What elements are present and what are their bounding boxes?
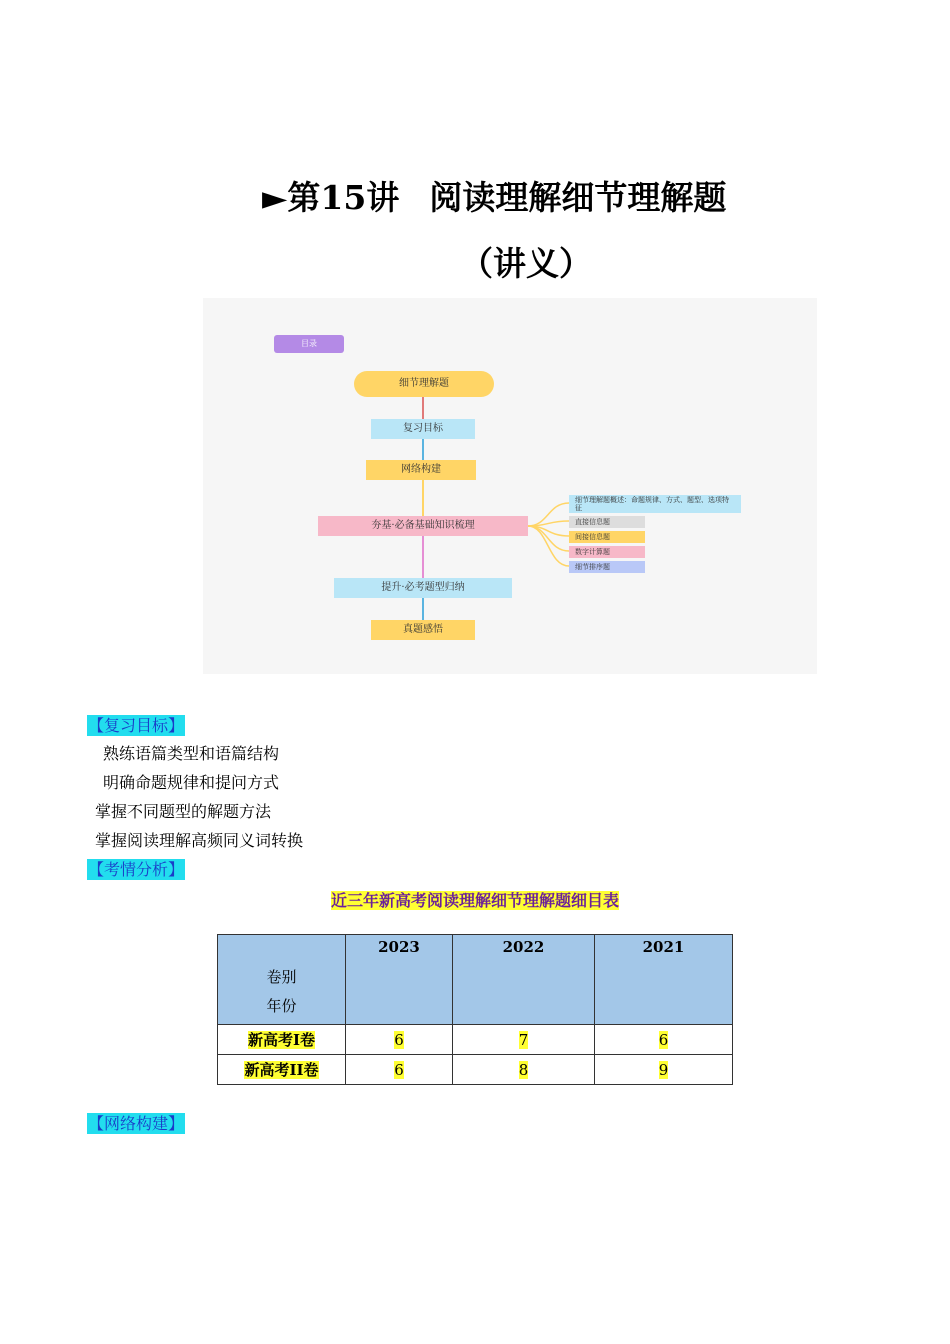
table-cell [453, 1025, 595, 1055]
cell-value: 6 [394, 1030, 404, 1049]
title-name: 阅读理解细节理解题 [429, 178, 727, 217]
mindmap-branch-overview-text: 细节理解题概述：命题规律、方式、题型、选项特征 [575, 496, 729, 512]
table-cell [346, 1055, 453, 1085]
goal-item: 熟练语篇类型和语篇结构 [103, 744, 280, 763]
title-prefix: ►第 [262, 178, 321, 217]
data-table [217, 934, 733, 1085]
row-label-text: 新高考I卷 [247, 1031, 316, 1049]
table-caption-text: 近三年新高考阅读理解细节理解题细目表 [330, 891, 619, 910]
document-title [262, 172, 726, 219]
table-header-row [218, 935, 733, 1025]
table-corner-cell [218, 935, 346, 1025]
cell-value: 7 [518, 1030, 529, 1049]
cell-value: 8 [518, 1060, 529, 1079]
row-label [218, 1025, 346, 1055]
goal-item: 掌握阅读理解高频同义词转换 [95, 831, 304, 850]
row-label-text: 新高考II卷 [244, 1061, 319, 1079]
mindmap-node-goals: 复习目标 [371, 419, 475, 439]
mindmap-branch-lines [203, 298, 817, 674]
mindmap-node-improve: 提升·必考题型归纳 [334, 578, 512, 598]
corner-top-label: 卷别 [266, 967, 297, 986]
mindmap-node-network: 网络构建 [366, 460, 476, 480]
mindmap-branch-calc: 数字计算题 [569, 546, 645, 558]
cell-value: 6 [658, 1030, 669, 1049]
table-cell [595, 1025, 733, 1055]
mindmap-root: 细节理解题 [354, 371, 494, 397]
year-header: 2023 [346, 935, 453, 1025]
section-header-analysis: 【考情分析】 [88, 860, 185, 879]
document-subtitle: （讲义） [460, 244, 592, 283]
table-cell [346, 1025, 453, 1055]
table-row [218, 1025, 733, 1055]
table-caption [0, 888, 950, 911]
cell-value: 9 [658, 1060, 669, 1079]
mindmap-figure [203, 298, 817, 674]
mindmap-branch-order: 细节排序题 [569, 561, 645, 573]
section-header-network: 【网络构建】 [88, 1114, 185, 1133]
table-cell [595, 1055, 733, 1085]
title-number: 15 [320, 178, 367, 217]
goal-item: 明确命题规律和提问方式 [103, 773, 280, 792]
row-label [218, 1055, 346, 1085]
table-cell [453, 1055, 595, 1085]
corner-bottom-label: 年份 [266, 996, 297, 1015]
mindmap-branch-direct: 直接信息题 [569, 516, 645, 528]
mindmap-node-basics: 夯基·必备基础知识梳理 [318, 516, 528, 536]
section-header-goals: 【复习目标】 [88, 716, 185, 735]
table-row [218, 1055, 733, 1085]
goal-item: 掌握不同题型的解题方法 [95, 802, 272, 821]
mindmap-node-exam: 真题感悟 [371, 620, 475, 640]
mindmap-branch-indirect: 间接信息题 [569, 531, 645, 543]
title-lecture: 讲 [366, 178, 400, 217]
mindmap-tag: 目录 [274, 335, 344, 353]
cell-value: 6 [394, 1060, 404, 1079]
year-header: 2021 [595, 935, 733, 1025]
mindmap-branch-overview [569, 495, 741, 513]
year-header: 2022 [453, 935, 595, 1025]
